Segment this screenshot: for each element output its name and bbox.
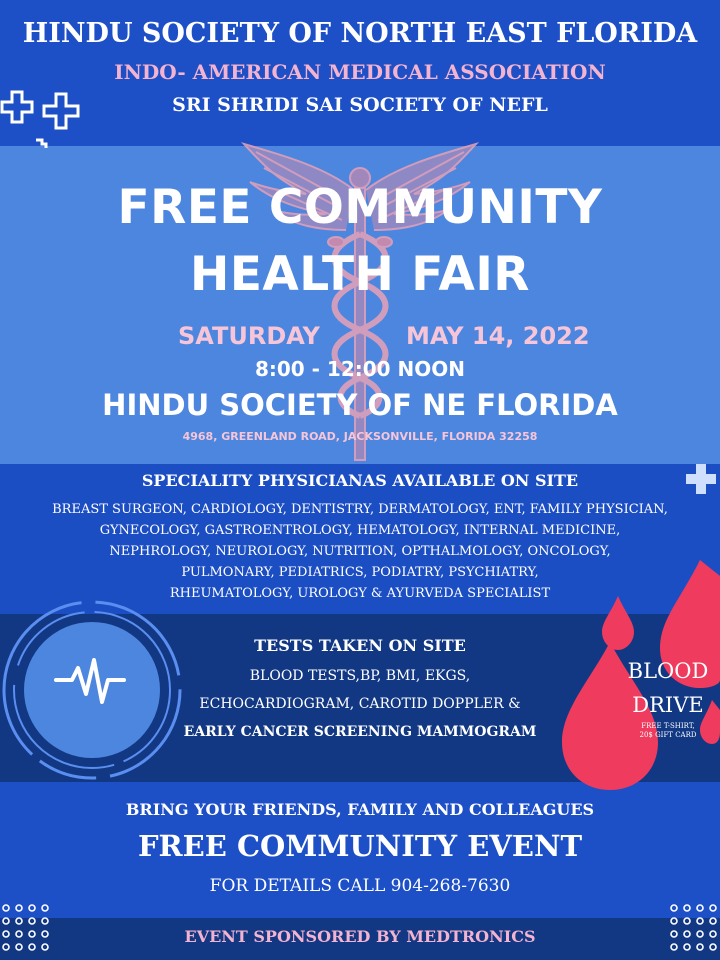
specialties-heading: SPECIALITY PHYSICIANAS AVAILABLE ON SITE	[141, 471, 579, 490]
blood-drive-perk-tshirt: FREE T-SHIRT,	[641, 722, 695, 730]
list-item: BLOOD TESTS,BP, BMI, EKGS,	[249, 668, 471, 684]
sponsor-line: EVENT SPONSORED BY MEDTRONICS	[184, 927, 536, 946]
blood-drop-icon	[602, 596, 634, 650]
list-item: PULMONARY, PEDIATRICS, PODIATRY, PSYCHIATRY,	[181, 565, 539, 580]
blood-drive-callout	[622, 654, 714, 740]
plus-icon	[36, 140, 46, 148]
list-item: BREAST SURGEON, CARDIOLOGY, DENTISTRY, DERMATOLOGY, ENT, FAMILY PHYSICIAN,	[52, 502, 668, 517]
blood-drive-perk-giftcard: 20$ GIFT CARD	[639, 731, 697, 739]
event-day: SATURDAY	[178, 322, 320, 350]
tests-heading: TESTS TAKEN ON SITE	[254, 636, 466, 655]
list-item: NEPHROLOGY, NEUROLOGY, NUTRITION, OPTHALMOLOGY, ONCOLOGY,	[109, 544, 611, 559]
event-title-line2: HEALTH FAIR	[189, 247, 530, 302]
org-name-medical-association: INDO- AMERICAN MEDICAL ASSOCIATION	[114, 60, 606, 84]
event-venue: HINDU SOCIETY OF NE FLORIDA	[102, 388, 618, 422]
event-date: MAY 14, 2022	[406, 322, 590, 350]
list-item: EARLY CANCER SCREENING MAMMOGRAM	[183, 724, 537, 740]
event-time: 8:00 - 12:00 NOON	[254, 357, 466, 381]
list-item: GYNECOLOGY, GASTROENTROLOGY, HEMATOLOGY, INTERNAL MEDICINE,	[99, 523, 621, 538]
org-name-sai-society: SRI SHRIDI SAI SOCIETY OF NEFL	[172, 94, 548, 116]
blood-drive-line1: BLOOD	[627, 659, 709, 683]
blood-drive-line2: DRIVE	[632, 693, 704, 717]
specialties-list	[0, 499, 720, 604]
invite-line: BRING YOUR FRIENDS, FAMILY AND COLLEAGUES	[125, 800, 595, 819]
list-item: ECHOCARDIOGRAM, CAROTID DOPPLER &	[199, 696, 521, 712]
tests-list	[180, 662, 540, 746]
heartbeat-badge	[0, 598, 186, 784]
free-event-heading: FREE COMMUNITY EVENT	[137, 829, 583, 863]
event-title-line1: FREE COMMUNITY	[117, 180, 603, 235]
event-address: 4968, GREENLAND ROAD, JACKSONVILLE, FLORIDA 32258	[182, 430, 538, 443]
contact-phone: FOR DETAILS CALL 904-268-7630	[209, 876, 511, 896]
org-name-hindu-society: HINDU SOCIETY OF NORTH EAST FLORIDA	[22, 18, 698, 49]
list-item: RHEUMATOLOGY, UROLOGY & AYURVEDA SPECIALIST	[169, 586, 551, 601]
